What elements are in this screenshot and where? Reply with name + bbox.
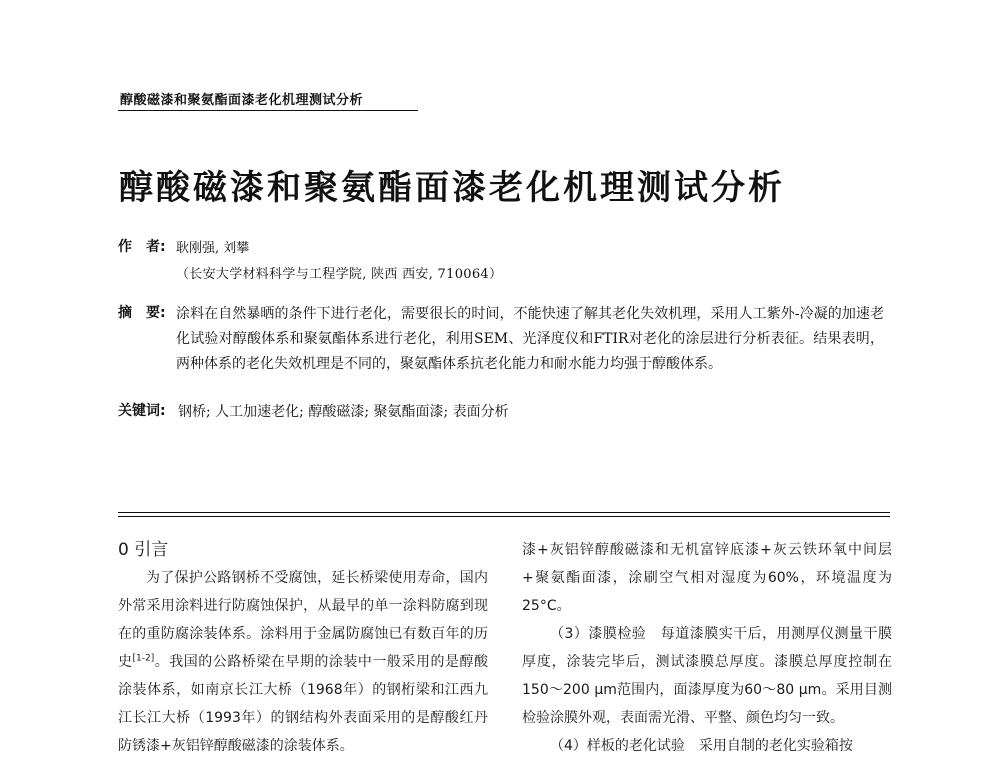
section-title-introduction: 0 引言 [118,540,169,560]
right-paragraph-film-inspection: （3）漆膜检验 每道漆膜实干后，用测厚仪测量干膜厚度，涂装完毕后，测试漆膜总厚度。漆膜总厚度控制在150～200 μm范围内，面漆厚度为60～80 μm。采用目测检验涂膜外观，表面需光滑、平整、颜色均匀一致。 [522,626,892,726]
keywords-text: 钢桥; 人工加速老化; 醇酸磁漆; 聚氨酯面漆; 表面分析 [178,404,509,420]
paper-title: 醇酸磁漆和聚氨酯面漆老化机理测试分析 [119,168,785,208]
right-paragraph-coating: 漆+灰铝锌醇酸磁漆和无机富锌底漆+灰云铁环氧中间层+聚氨酯面漆，涂刷空气相对湿度为60%，环境温度为25°C。 [522,542,892,614]
citation-ref: [1-2] [132,653,155,664]
intro-text-a: 为了保护公路钢桥不受腐蚀，延长桥梁使用寿命，国内外常采用涂料进行防腐蚀保护，从最早的单一涂料防腐到现在的重防腐涂装体系。涂料用于金属防腐蚀已有数百年的历史 [118,570,488,670]
running-head: 醇酸磁漆和聚氨酯面漆老化机理测试分析 [120,93,364,108]
authors-label: 作 者: [118,239,166,255]
header-divider-bottom [118,516,890,517]
header-divider-top [118,512,890,513]
authors: 耿刚强, 刘攀 [176,241,250,256]
intro-text-b: 。我国的公路桥梁在早期的涂装中一般采用的是醇酸涂装体系，如南京长江大桥（1968年）的钢桁梁和江西九江长江大桥（1993年）的钢结构外表面采用的是醇酸红丹防锈漆+灰铝锌醇酸磁漆的涂装体系。 [118,654,489,754]
running-head-rule [118,110,418,111]
keywords-label: 关键词: [118,403,166,419]
right-column [522,536,892,760]
abstract-label: 摘 要: [118,305,166,321]
right-paragraph-aging-test: （4）样板的老化试验 采用自制的老化实验箱按 [550,738,853,754]
affiliation: （长安大学材料科学与工程学院, 陕西 西安, 710064） [176,267,503,282]
left-column [118,536,488,760]
abstract-text: 涂料在自然暴晒的条件下进行老化，需要很长的时间，不能快速了解其老化失效机理，采用人工紫外-冷凝的加速老化试验对醇酸体系和聚氨酯体系进行老化，利用SEM、光泽度仪和FTIR对老化的涂层进行分析表征。结果表明，两种体系的老化失效机理是不同的，聚氨酯体系抗老化能力和耐水能力均强于醇酸体系。 [176,306,884,372]
intro-paragraph [118,564,488,760]
